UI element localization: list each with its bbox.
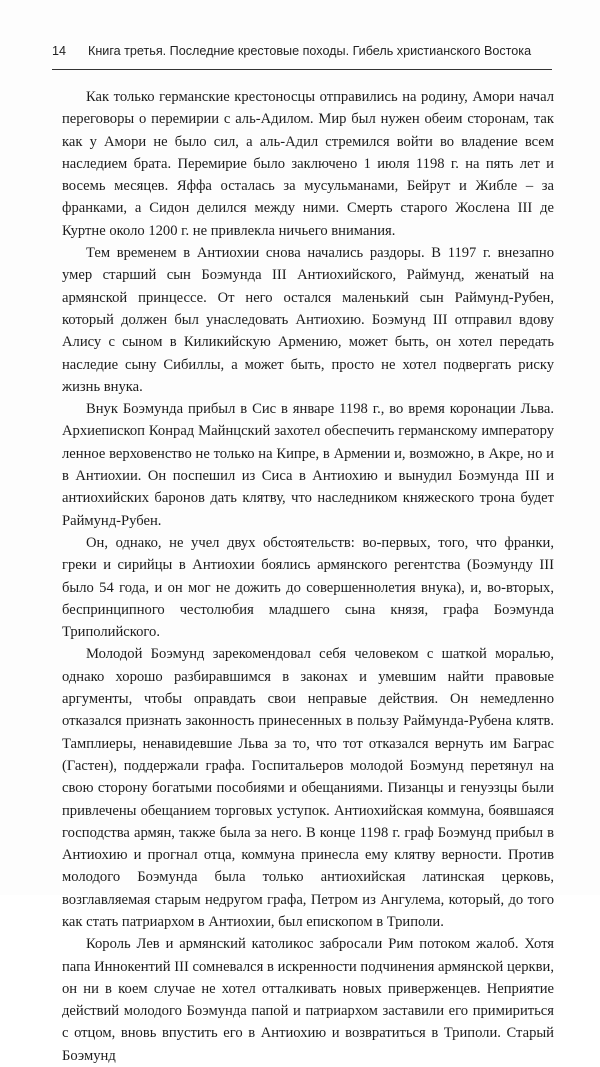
paragraph: Он, однако, не учел двух обстоятельств: во-первых, того, что франки, греки и сирийцы в Антиохии боялись армянского регентства (Боэмунду III было 54 года, и он мог не дожить до совершеннолетия внука), и, во-вторых, беспринципного честолюбия младшего сына князя, графа Боэмунда Триполийского. — [62, 534, 554, 641]
running-title: Книга третья. Последние крестовые походы. Гибель христианского Востока — [88, 44, 532, 58]
paragraph: Внук Боэмунда прибыл в Сис в январе 1198 г., во время коронации Льва. Архиепископ Конрад Майнцский захотел обеспечить германскому императору ленное верховенство не только на Кипре, в Армении и, возможно, в Акре, но и в Антиохии. Он поспешил из Сиса в Антиохию и вынудил Боэмунда III и антиохийских баронов дать клятву, что наследником княжеского трона будет Раймунд-Рубен. — [62, 401, 554, 529]
page-header — [52, 44, 552, 66]
paragraph: Как только германские крестоносцы отправились на родину, Амори начал переговоры о перемирии с аль-Адилом. Мир был нужен обеим сторонам, так как у Амори не было сил, а аль-Адил стремился войти во владение всем наследием брата. Перемирие было заключено 1 июля 1198 г. на пять лет и восемь месяцев. Яффа осталась за мусульманами, Бейрут и Жибле – за франками, а Сидон делился между ними. Смерть старого Жослена III де Куртне около 1200 г. не привлекла ничьего внимания. — [62, 89, 554, 239]
body-text — [62, 86, 554, 1067]
page-number: 14 — [52, 44, 67, 58]
paragraph: Король Лев и армянский католикос забросали Рим потоком жалоб. Хотя папа Иннокентий III сомневался в искренности подчинения армянской церкви, он ни в коем случае не хотел отталкивать новых приверженцев. Неприятие действий молодого Боэмунда папой и патриархом заставили его примириться с отцом, вновь впустить его в Антиохию и возвратиться в Триполи. Старый Боэмунд — [62, 936, 554, 1064]
paragraph: Тем временем в Антиохии снова начались раздоры. В 1197 г. внезапно умер старший сын Боэмунда III Антиохийского, Раймунд, женатый на армянской принцессе. От него остался маленький сын Раймунд-Рубен, который должен был унаследовать Антиохию. Боэмунд III отправил вдову Алису с сыном в Киликийскую Армению, может быть, он хотел передать наследие сыну Сибиллы, а может быть, просто не хотел подвергать риску жизнь внука. — [62, 245, 554, 395]
header-rule — [52, 69, 552, 70]
paragraph: Молодой Боэмунд зарекомендовал себя человеком с шаткой моралью, однако хорошо разбиравшимся в законах и умевшим найти правовые аргументы, чтобы оправдать свои неправые действия. Он немедленно отказался признать законность принесенных в пользу Раймунда-Рубена клятв. Тамплиеры, ненавидевшие Льва за то, что тот отказался вернуть им Баграс (Гастен), поддержали графа. Госпитальеров молодой Боэмунд перетянул на свою сторону богатыми пособиями и обещаниями. Пизанцы и генуэзцы были привлечены обещанием торговых уступок. Антиохийская коммуна, боявшаяся господства армян, также была за него. В конце 1198 г. граф Боэмунд прибыл в Антиохию и прогнал отца, коммуна принесла ему клятву верности. Против молодого Боэмунда была только антиохийская латинская церковь, возглавляемая старым недругом графа, Петром из Ангулема, который, до того как стать патриархом в Антиохии, был епископом в Триполи. — [62, 646, 554, 930]
